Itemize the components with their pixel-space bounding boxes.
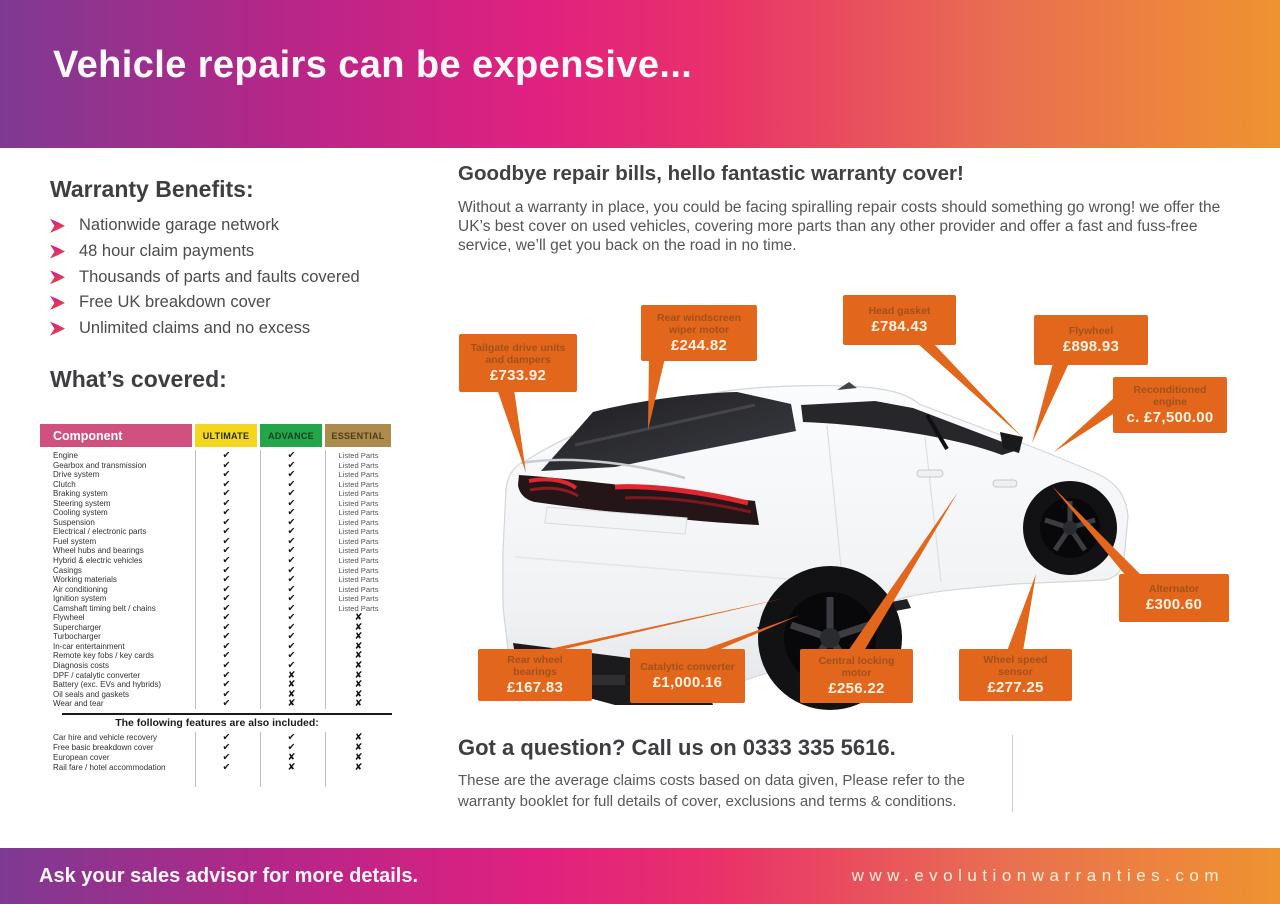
feature-label: Free basic breakdown cover: [53, 743, 154, 753]
essential-mark: ✘: [325, 762, 391, 773]
ultimate-mark: ✔: [195, 460, 257, 471]
callout-flywheel: [1034, 315, 1148, 365]
essential-mark: ✘: [325, 622, 391, 633]
table-row: [40, 545, 394, 555]
callout-label: Wheel speed sensor: [983, 653, 1048, 678]
page-title: Vehicle repairs can be expensive...: [53, 44, 693, 86]
benefit-item: [50, 290, 440, 316]
table-row: [40, 660, 394, 670]
leader-wheel-speed: [1007, 574, 1036, 651]
footer-banner: [0, 848, 1280, 904]
table-row: [40, 752, 394, 762]
callout-price: £167.83: [506, 679, 564, 697]
callout-tailgate-drive-units: [459, 334, 577, 392]
ultimate-mark: ✔: [195, 732, 257, 743]
ultimate-mark: ✔: [195, 742, 257, 753]
essential-mark: Listed Parts: [325, 526, 391, 537]
table-row: [40, 593, 394, 603]
table-row: [40, 479, 394, 489]
callout-reconditioned-engine: [1113, 377, 1227, 433]
essential-mark: Listed Parts: [325, 469, 391, 480]
coverage-table: [40, 424, 394, 787]
component-label: Ignition system: [53, 594, 107, 604]
ultimate-mark: ✔: [195, 517, 257, 528]
component-label: Drive system: [53, 470, 100, 480]
table-row: [40, 612, 394, 622]
ultimate-mark: ✔: [195, 612, 257, 623]
component-label: Turbocharger: [53, 632, 101, 642]
callout-price: £244.82: [670, 337, 728, 355]
callout-label: Alternator: [1148, 582, 1200, 595]
component-label: Battery (exc. EVs and hybrids): [53, 680, 162, 690]
advance-mark: ✔: [260, 517, 322, 528]
chevron-bullet-icon: [50, 219, 65, 233]
essential-mark: Listed Parts: [325, 479, 391, 490]
callout-price: c. £7,500.00: [1126, 409, 1214, 427]
disclaimer-text: These are the average claims costs based on data given, Please refer to the warranty booklet for full details of cover, exclusions and terms & conditions.: [458, 772, 965, 810]
leader-alternator: [1052, 486, 1142, 576]
table-row: [40, 679, 394, 689]
ultimate-mark: ✔: [195, 450, 257, 461]
essential-mark: ✘: [325, 612, 391, 623]
ultimate-mark: ✔: [195, 488, 257, 499]
advance-mark: ✘: [260, 689, 322, 700]
ultimate-mark: ✔: [195, 545, 257, 556]
chevron-bullet-icon: [50, 322, 65, 336]
advance-mark: ✔: [260, 526, 322, 537]
ultimate-mark: ✔: [195, 593, 257, 604]
table-row: [40, 631, 394, 641]
component-label: Wheel hubs and bearings: [53, 546, 144, 556]
benefit-item: [50, 239, 440, 265]
component-label: Hybrid & electric vehicles: [53, 556, 143, 566]
essential-mark: Listed Parts: [325, 507, 391, 518]
callout-price: £898.93: [1062, 338, 1120, 356]
component-label: Braking system: [53, 489, 108, 499]
ultimate-mark: ✔: [195, 603, 257, 614]
component-label: Suspension: [53, 517, 95, 527]
callout-catalytic-converter: [630, 649, 745, 703]
advance-mark: ✔: [260, 469, 322, 480]
ultimate-mark: ✔: [195, 584, 257, 595]
essential-mark: Listed Parts: [325, 517, 391, 528]
component-label: Remote key fobs / key cards: [53, 651, 154, 661]
component-label: Supercharger: [53, 622, 102, 632]
essential-mark: ✘: [325, 679, 391, 690]
essential-mark: ✘: [325, 670, 391, 681]
table-rule-extension: [40, 771, 394, 787]
ultimate-mark: ✔: [195, 536, 257, 547]
ultimate-mark: ✔: [195, 650, 257, 661]
table-row: [40, 488, 394, 498]
benefits-list: [50, 213, 440, 341]
chevron-bullet-icon: [50, 245, 65, 259]
essential-mark: Listed Parts: [325, 584, 391, 595]
component-label: Fuel system: [53, 536, 97, 546]
table-row: [40, 732, 394, 742]
advance-mark: ✔: [260, 732, 322, 743]
advance-mark: ✔: [260, 641, 322, 652]
ultimate-mark: ✔: [195, 631, 257, 642]
table-row: [40, 762, 394, 772]
ultimate-mark: ✔: [195, 660, 257, 671]
essential-mark: ✘: [325, 698, 391, 709]
component-label: Working materials: [53, 575, 117, 585]
benefit-label: Nationwide garage network: [79, 216, 279, 235]
essential-mark: Listed Parts: [325, 574, 391, 585]
component-label: Electrical / electronic parts: [53, 527, 147, 537]
coverage-table-header: [40, 424, 394, 447]
column-header-essential: ESSENTIAL: [325, 424, 391, 447]
essential-mark: ✘: [325, 641, 391, 652]
component-label: Camshaft timing belt / chains: [53, 603, 156, 613]
essential-mark: Listed Parts: [325, 565, 391, 576]
callout-label: Flywheel: [1068, 324, 1114, 337]
footer-advisor-text: Ask your sales advisor for more details.: [39, 864, 419, 887]
component-label: Air conditioning: [53, 584, 108, 594]
callout-rear-wheel-bearings: [478, 649, 592, 701]
component-label: Cooling system: [53, 508, 108, 518]
callout-price: £256.22: [828, 680, 885, 698]
essential-mark: Listed Parts: [325, 498, 391, 509]
advance-mark: ✔: [260, 660, 322, 671]
leader-catalytic: [700, 615, 800, 651]
coverage-table-body: [40, 450, 394, 708]
table-row: [40, 565, 394, 575]
callout-price: £1,000.16: [652, 674, 723, 692]
benefit-item: [50, 213, 440, 239]
callout-label: Tailgate drive units and dampers: [470, 341, 566, 366]
component-label: Flywheel: [53, 613, 85, 623]
callout-label: Head gasket: [868, 304, 931, 317]
question-heading: Got a question? Call us on 0333 335 5616.: [458, 735, 896, 760]
table-row: [40, 574, 394, 584]
column-header-component: Component: [40, 424, 192, 447]
chevron-bullet-icon: [50, 296, 65, 310]
advance-mark: ✔: [260, 612, 322, 623]
header-banner: [0, 0, 1280, 148]
advance-mark: ✘: [260, 752, 322, 763]
table-row: [40, 555, 394, 565]
advance-mark: ✔: [260, 545, 322, 556]
callout-alternator: [1119, 574, 1229, 622]
advance-mark: ✔: [260, 555, 322, 566]
advance-mark: ✔: [260, 565, 322, 576]
callout-price: £784.43: [871, 318, 928, 336]
leader-rear-wheel-bearings: [540, 598, 785, 651]
benefit-label: Free UK breakdown cover: [79, 293, 271, 312]
feature-label: Rail fare / hotel accommodation: [53, 762, 166, 772]
column-header-advance: ADVANCE: [260, 424, 322, 447]
features-table-body: [40, 732, 394, 771]
advance-mark: ✔: [260, 603, 322, 614]
table-row: [40, 641, 394, 651]
advance-mark: ✔: [260, 574, 322, 585]
component-label: Wear and tear: [53, 699, 104, 709]
essential-mark: Listed Parts: [325, 555, 391, 566]
essential-mark: Listed Parts: [325, 603, 391, 614]
callout-label: Catalytic converter: [640, 660, 735, 673]
ultimate-mark: ✔: [195, 479, 257, 490]
table-row: [40, 689, 394, 699]
table-row: [40, 742, 394, 752]
callout-head-gasket: [843, 295, 956, 345]
table-row: [40, 603, 394, 613]
intro-paragraph: Without a warranty in place, you could be facing spiralling repair costs should something go wrong! we offer the UK’s best cover on used vehicles, covering more parts than any other provider and offer a fast and fuss-free service, we’ll get you back on the road in no time.: [458, 199, 1221, 254]
essential-mark: Listed Parts: [325, 545, 391, 556]
ultimate-mark: ✔: [195, 498, 257, 509]
advance-mark: ✔: [260, 593, 322, 604]
leader-head-gasket: [917, 343, 1022, 437]
leader-flywheel: [1032, 363, 1069, 443]
advance-mark: ✘: [260, 698, 322, 709]
advance-mark: ✔: [260, 622, 322, 633]
ultimate-mark: ✔: [195, 752, 257, 763]
callout-price: £300.60: [1145, 596, 1203, 614]
advance-mark: ✘: [260, 679, 322, 690]
component-label: Casings: [53, 565, 82, 575]
table-row: [40, 536, 394, 546]
advance-mark: ✘: [260, 762, 322, 773]
table-row: [40, 650, 394, 660]
table-row: [40, 670, 394, 680]
callout-central-locking-motor: [800, 649, 913, 703]
essential-mark: ✘: [325, 660, 391, 671]
ultimate-mark: ✔: [195, 507, 257, 518]
benefit-item: [50, 264, 440, 290]
feature-label: European cover: [53, 752, 110, 762]
essential-mark: Listed Parts: [325, 536, 391, 547]
footer-website-url: www.evolutionwarranties.com: [851, 866, 1224, 885]
feature-label: Car hire and vehicle recovery: [53, 733, 158, 743]
component-label: Clutch: [53, 479, 76, 489]
callout-label: Reconditioned engine: [1133, 383, 1207, 408]
essential-mark: Listed Parts: [325, 450, 391, 461]
advance-mark: ✔: [260, 584, 322, 595]
table-row: [40, 698, 394, 708]
component-label: Steering system: [53, 498, 111, 508]
component-label: Gearbox and transmission: [53, 460, 147, 470]
essential-mark: ✘: [325, 650, 391, 661]
ultimate-mark: ✔: [195, 555, 257, 566]
vertical-divider: [1012, 735, 1013, 812]
leader-central-locking: [848, 492, 958, 651]
ultimate-mark: ✔: [195, 698, 257, 709]
table-row: [40, 469, 394, 479]
component-label: Oil seals and gaskets: [53, 689, 130, 699]
leader-tailgate: [497, 389, 526, 473]
callout-rear-windscreen-wiper-motor: [641, 305, 757, 361]
table-divider: [62, 713, 392, 716]
right-headline: Goodbye repair bills, hello fantastic warranty cover!: [458, 162, 964, 185]
features-title: The following features are also included:: [115, 717, 319, 730]
component-label: DPF / catalytic converter: [53, 670, 141, 680]
ultimate-mark: ✔: [195, 469, 257, 480]
advance-mark: ✔: [260, 507, 322, 518]
ultimate-mark: ✔: [195, 762, 257, 773]
table-row: [40, 450, 394, 460]
essential-mark: ✘: [325, 732, 391, 743]
essential-mark: ✘: [325, 631, 391, 642]
essential-mark: ✘: [325, 689, 391, 700]
table-row: [40, 498, 394, 508]
advance-mark: ✔: [260, 631, 322, 642]
benefit-label: 48 hour claim payments: [79, 242, 255, 261]
component-label: In-car entertainment: [53, 641, 125, 651]
callout-label: Rear wheel bearings: [507, 653, 563, 678]
table-row: [40, 622, 394, 632]
ultimate-mark: ✔: [195, 574, 257, 585]
ultimate-mark: ✔: [195, 679, 257, 690]
ultimate-mark: ✔: [195, 641, 257, 652]
benefits-title: Warranty Benefits:: [50, 176, 254, 202]
benefit-label: Thousands of parts and faults covered: [79, 267, 360, 286]
advance-mark: ✔: [260, 450, 322, 461]
advance-mark: ✔: [260, 742, 322, 753]
advance-mark: ✘: [260, 670, 322, 681]
component-label: Diagnosis costs: [53, 661, 110, 671]
table-row: [40, 526, 394, 536]
benefit-item: [50, 316, 440, 342]
callout-label: Central locking motor: [818, 654, 895, 679]
table-row: [40, 507, 394, 517]
advance-mark: ✔: [260, 536, 322, 547]
essential-mark: Listed Parts: [325, 488, 391, 499]
table-row: [40, 584, 394, 594]
component-label: Engine: [53, 451, 78, 460]
ultimate-mark: ✔: [195, 689, 257, 700]
ultimate-mark: ✔: [195, 670, 257, 681]
essential-mark: Listed Parts: [325, 593, 391, 604]
ultimate-mark: ✔: [195, 526, 257, 537]
table-row: [40, 460, 394, 470]
column-header-ultimate: ULTIMATE: [195, 424, 257, 447]
essential-mark: ✘: [325, 742, 391, 753]
advance-mark: ✔: [260, 479, 322, 490]
ultimate-mark: ✔: [195, 565, 257, 576]
advance-mark: ✔: [260, 488, 322, 499]
essential-mark: Listed Parts: [325, 460, 391, 471]
advance-mark: ✔: [260, 650, 322, 661]
advance-mark: ✔: [260, 460, 322, 471]
ultimate-mark: ✔: [195, 622, 257, 633]
benefit-label: Unlimited claims and no excess: [79, 319, 311, 338]
callout-wheel-speed-sensor: [959, 649, 1072, 701]
callout-label: Rear windscreen wiper motor: [656, 311, 742, 336]
table-row: [40, 517, 394, 527]
covered-title: What’s covered:: [50, 366, 227, 392]
callout-price: £277.25: [987, 679, 1044, 697]
leader-recon-engine: [1054, 396, 1116, 452]
chevron-bullet-icon: [50, 270, 65, 284]
advance-mark: ✔: [260, 498, 322, 509]
callout-price: £733.92: [489, 367, 547, 385]
leader-rear-wiper: [648, 358, 665, 430]
essential-mark: ✘: [325, 752, 391, 763]
